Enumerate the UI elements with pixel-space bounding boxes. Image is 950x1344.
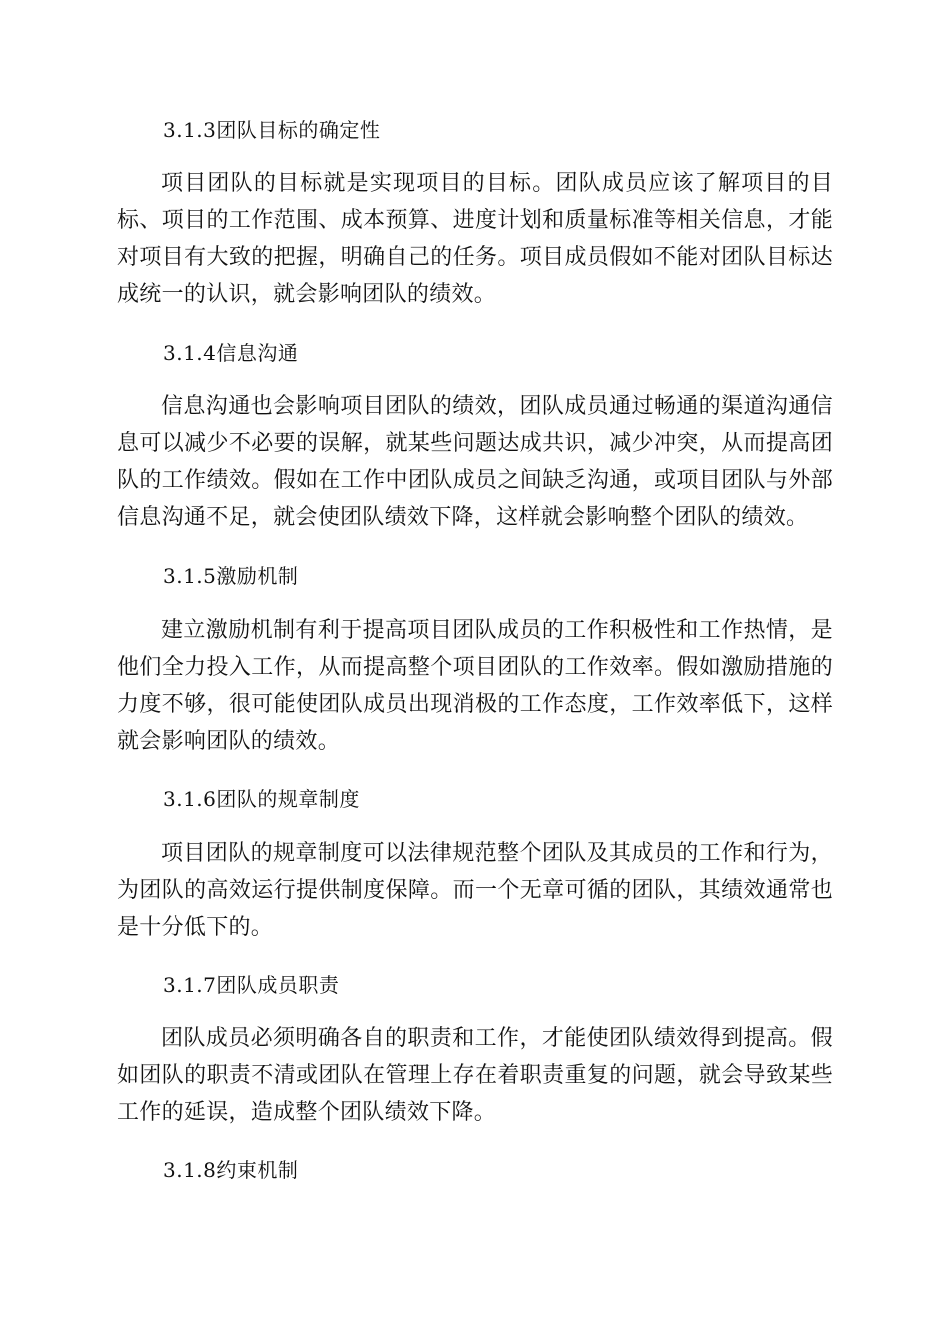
section-heading-3-1-6: 3.1.6团队的规章制度 [163,787,360,811]
section-heading-3-1-8: 3.1.8约束机制 [163,1158,299,1182]
section-paragraph-3-1-5: 建立激励机制有利于提高项目团队成员的工作积极性和工作热情，是他们全力投入工作，从而提高整个项目团队的工作效率。假如激励措施的力度不够，很可能使团队成员出现消极的工作态度，工作效率低下，这样就会影响团队的绩效。 [117,618,833,754]
section-heading-3-1-3: 3.1.3团队目标的确定性 [163,118,381,142]
section-paragraph-3-1-6: 项目团队的规章制度可以法律规范整个团队及其成员的工作和行为，为团队的高效运行提供制度保障。而一个无章可循的团队，其绩效通常也是十分低下的。 [117,841,833,940]
section-heading-3-1-5: 3.1.5激励机制 [163,564,299,588]
section-paragraph-3-1-3: 项目团队的目标就是实现项目的目标。团队成员应该了解项目的目标、项目的工作范围、成本预算、进度计划和质量标准等相关信息，才能对项目有大致的把握，明确自己的任务。项目成员假如不能对团队目标达成统一的认识，就会影响团队的绩效。 [117,171,833,307]
section-heading-3-1-7: 3.1.7团队成员职责 [163,973,340,997]
section-heading-3-1-4: 3.1.4信息沟通 [163,341,299,365]
section-paragraph-3-1-4: 信息沟通也会影响项目团队的绩效，团队成员通过畅通的渠道沟通信息可以减少不必要的误解，就某些问题达成共识，减少冲突，从而提高团队的工作绩效。假如在工作中团队成员之间缺乏沟通，或项目团队与外部信息沟通不足，就会使团队绩效下降，这样就会影响整个团队的绩效。 [117,394,833,530]
section-paragraph-3-1-7: 团队成员必须明确各自的职责和工作，才能使团队绩效得到提高。假如团队的职责不清或团队在管理上存在着职责重复的问题，就会导致某些工作的延误，造成整个团队绩效下降。 [117,1026,833,1125]
